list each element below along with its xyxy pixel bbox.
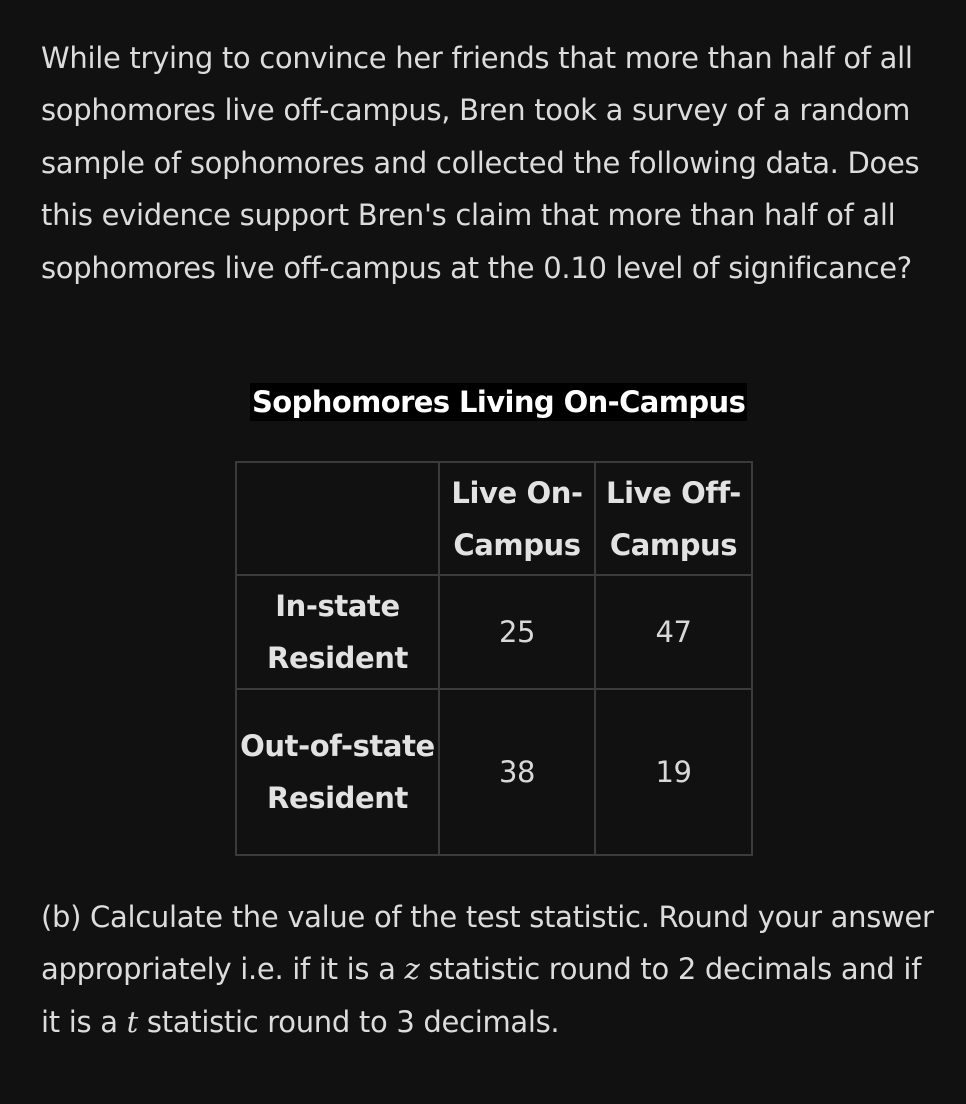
table-corner-cell [236,462,439,575]
table-row [236,575,752,689]
cell-out-of-state-on-campus: 38 [439,689,595,855]
question-text: While trying to convince her friends that more than half of all sophomores live off-campus, Bren took a survey of a random sample of sophomores and collected the following data. Does this evidence support Bren's claim that more than half of all sophomores live off-campus at the 0.10 level of significance? [41,41,920,285]
part-b-text-1: (b) Calculate the value of the test statistic. Round your answer appropriately i.e. if it is a [41,900,934,987]
cell-out-of-state-off-campus: 19 [595,689,752,855]
part-b-question [41,891,941,1048]
row-label-in-state: In-state Resident [236,575,439,689]
t-variable: t [126,1004,138,1039]
cell-in-state-on-campus: 25 [439,575,595,689]
header-live-on-campus: Live On-Campus [439,462,595,575]
part-b-text-3: statistic round to 3 decimals. [146,1004,560,1039]
table-title: Sophomores Living On-Campus [252,385,746,419]
header-live-off-campus: Live Off-Campus [595,462,752,575]
z-variable: z [404,952,420,987]
data-table [235,461,753,856]
row-label-out-of-state: Out-of-state Resident [236,689,439,855]
table-row [236,689,752,855]
cell-in-state-off-campus: 47 [595,575,752,689]
part-b-text-2: statistic round to 2 decimals and if it is a [41,952,922,1039]
table-header-row [236,462,752,575]
